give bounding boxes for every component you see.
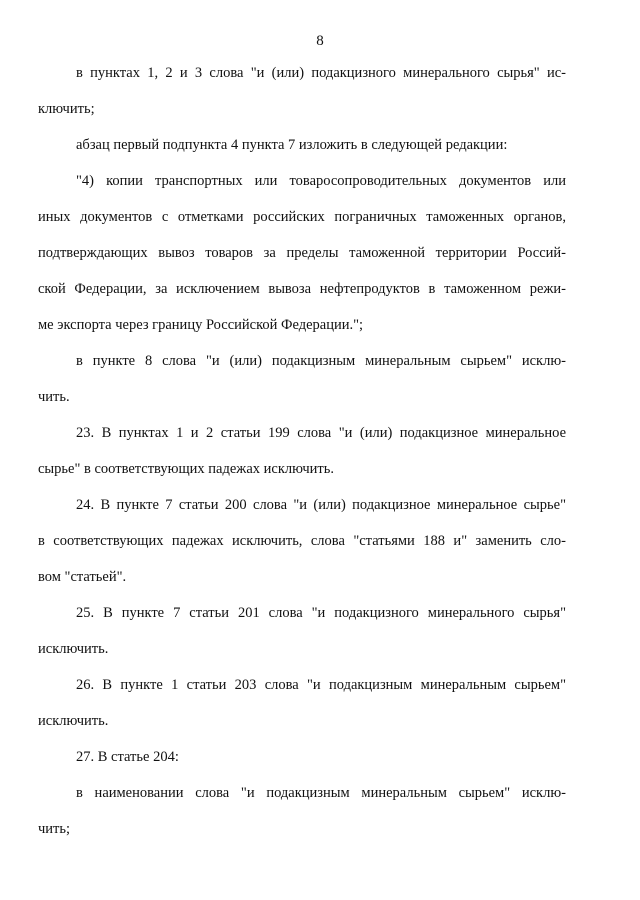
text-line: сырье" в соответствующих падежах исключить. xyxy=(38,461,335,477)
text-line: 23. В пунктах 1 и 2 статьи 199 слова "и (или) подакцизное минеральное xyxy=(76,425,566,441)
text-line: чить; xyxy=(38,821,71,837)
text-line: 26. В пункте 1 статьи 203 слова "и подакцизным минеральным сырьем" xyxy=(76,677,566,693)
text-line: чить. xyxy=(38,389,70,405)
text-line: иных документов с отметками российских пограничных таможенных органов, xyxy=(38,209,566,225)
text-line: 24. В пункте 7 статьи 200 слова "и (или) подакцизное минеральное сырье" xyxy=(76,497,566,513)
text-line: абзац первый подпункта 4 пункта 7 изложить в следующей редакции: xyxy=(76,137,508,153)
text-line: ской Федерации, за исключением вывоза нефтепродуктов в таможенном режи- xyxy=(38,281,566,297)
page-number: 8 xyxy=(316,33,324,49)
text-line: в наименовании слова "и подакцизным минеральным сырьем" исклю- xyxy=(76,785,566,801)
text-line: ме экспорта через границу Российской Федерации."; xyxy=(38,317,364,333)
text-line: в пункте 8 слова "и (или) подакцизным минеральным сырьем" исклю- xyxy=(76,353,566,369)
text-line: исключить. xyxy=(38,713,109,729)
text-line: "4) копии транспортных или товаросопроводительных документов или xyxy=(76,173,566,189)
text-line: подтверждающих вывоз товаров за пределы таможенной территории Россий- xyxy=(38,245,566,261)
text-line: 25. В пункте 7 статьи 201 слова "и подакцизного минерального сырья" xyxy=(76,605,566,621)
text-line: ключить; xyxy=(38,101,95,117)
text-line: в пунктах 1, 2 и 3 слова "и (или) подакцизного минерального сырья" ис- xyxy=(76,65,566,81)
text-line: 27. В статье 204: xyxy=(76,749,179,765)
text-line: исключить. xyxy=(38,641,109,657)
text-line: вом "статьей". xyxy=(38,569,127,585)
text-line: в соответствующих падежах исключить, слова "статьями 188 и" заменить сло- xyxy=(38,533,566,549)
